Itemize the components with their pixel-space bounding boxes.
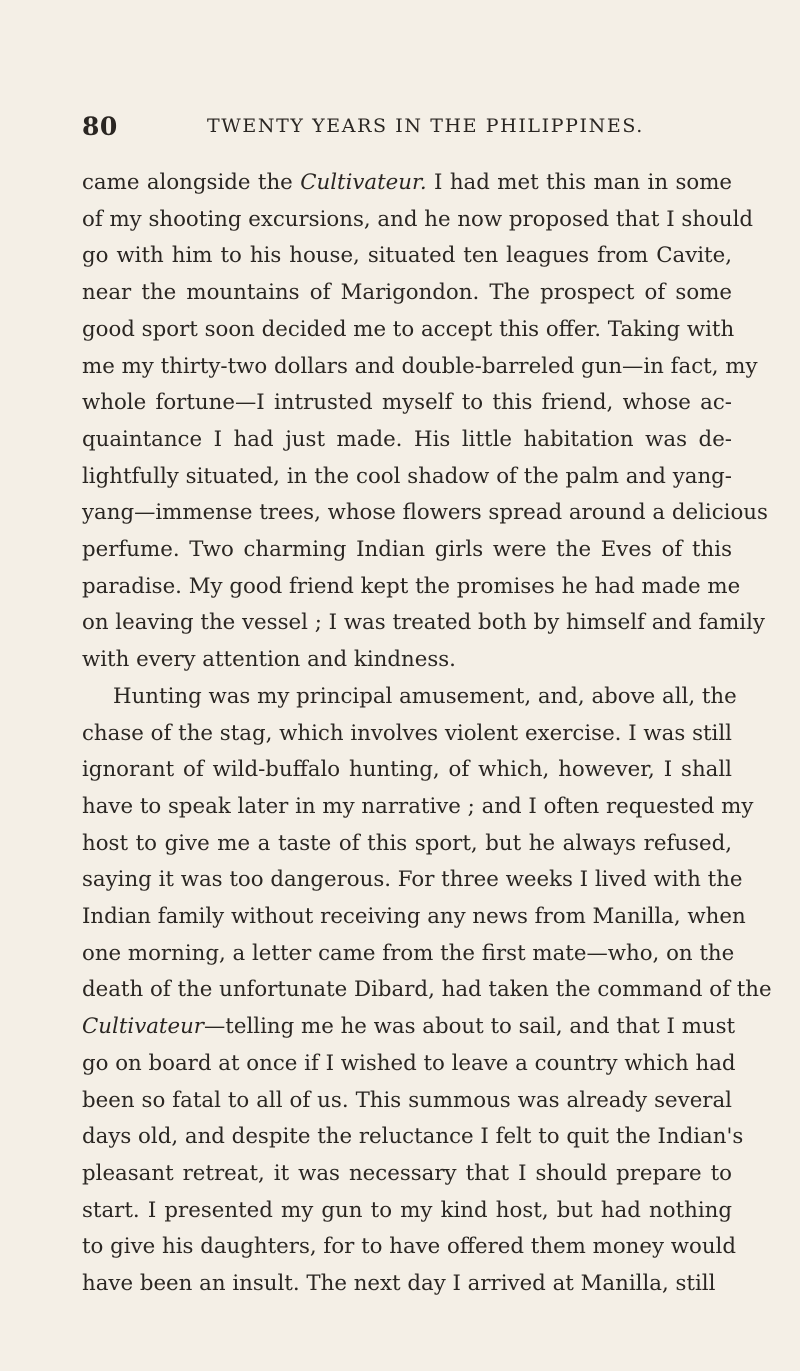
running-title: TWENTY YEARS IN THE PHILIPPINES.	[207, 115, 644, 137]
text-line: on leaving the vessel ; I was treated both by himself and family	[82, 610, 765, 636]
text-line: Indian family without receiving any news from Manilla, when	[82, 904, 746, 930]
text-line: been so fatal to all of us. This summous was already several	[82, 1087, 732, 1113]
text-line: death of the unfortunate Dibard, had taken the command of the	[82, 977, 772, 1003]
text-line: go on board at once if I wished to leave a country which had	[82, 1050, 736, 1076]
text-line: perfume. Two charming Indian girls were the Eves of this	[82, 537, 732, 563]
text-line: Hunting was my principal amusement, and, above all, the	[113, 683, 737, 709]
text-line: lightfully situated, in the cool shadow of the palm and yang-	[82, 463, 732, 489]
text-line: days old, and despite the reluctance I felt to quit the Indian's	[82, 1124, 744, 1150]
text-line: good sport soon decided me to accept this offer. Taking with	[82, 316, 735, 342]
page-number: 80	[82, 112, 118, 141]
paragraph	[82, 165, 768, 679]
text-line: go with him to his house, situated ten leagues from Cavite,	[82, 243, 732, 269]
text-line: start. I presented my gun to my kind host, but had nothing	[82, 1197, 732, 1223]
text-line: Cultivateur—telling me he was about to sail, and that I must	[82, 1014, 736, 1040]
body-text	[82, 165, 772, 1303]
text-line: with every attention and kindness.	[82, 647, 456, 673]
text-line: quaintance I had just made. His little habitation was de-	[82, 426, 732, 452]
text-line: chase of the stag, which involves violent exercise. I was still	[82, 720, 732, 746]
text-line: came alongside the Cultivateur. I had met this man in some	[82, 170, 732, 195]
text-line: of my shooting excursions, and he now proposed that I should	[82, 206, 754, 232]
text-line: one morning, a letter came from the first mate—who, on the	[82, 940, 735, 966]
text-line: pleasant retreat, it was necessary that I should prepare to	[82, 1160, 732, 1186]
text-line: ignorant of wild-buffalo hunting, of which, however, I shall	[82, 757, 732, 783]
text-line: saying it was too dangerous. For three weeks I lived with the	[82, 867, 743, 893]
text-line: paradise. My good friend kept the promises he had made me	[82, 573, 741, 599]
text-line: host to give me a taste of this sport, but he always refused,	[82, 830, 732, 856]
text-line: have been an insult. The next day I arrived at Manilla, still	[82, 1271, 716, 1297]
text-line: near the mountains of Marigondon. The prospect of some	[82, 280, 732, 306]
running-head	[82, 112, 732, 142]
text-line: me my thirty-two dollars and double-barreled gun—in fact, my	[82, 353, 758, 379]
text-line: to give his daughters, for to have offered them money would	[82, 1234, 736, 1260]
paragraph	[82, 679, 772, 1303]
text-line: yang—immense trees, whose flowers spread around a delicious	[82, 500, 768, 526]
text-line: whole fortune—I intrusted myself to this friend, whose ac-	[82, 390, 732, 416]
text-line: have to speak later in my narrative ; and I often requested my	[82, 793, 754, 819]
